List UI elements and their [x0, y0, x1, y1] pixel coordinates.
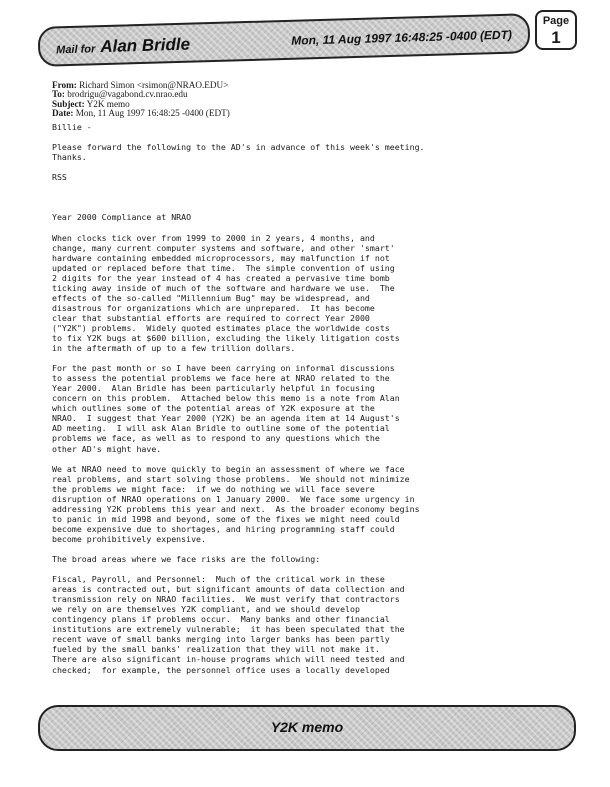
- memo-line: real problems, and start solving those problems. We should not minimize: [52, 473, 410, 484]
- memo-line: There are also significant in-house programs which will need tested and: [52, 654, 405, 665]
- memo-line: areas is contracted out, but significant amounts of data collection and: [52, 584, 405, 595]
- memo-line: Year 2000. Alan Bridle has been particularly helpful in focusing: [52, 383, 375, 394]
- memo-line: NRAO. I suggest that Year 2000 (Y2K) be an agenda item at 14 August's: [52, 413, 400, 424]
- memo-line: contingency plans if problems occur. Many banks and other financial: [52, 614, 390, 625]
- memo-line: [52, 353, 572, 363]
- memo-line: Please forward the following to the AD's in advance of this week's meeting.: [52, 142, 425, 153]
- memo-body: [52, 122, 572, 675]
- memo-line: fueled by the small banks' realization that they will not make it.: [52, 644, 380, 655]
- page-number-box: [535, 10, 577, 50]
- memo-line: transmission rely on NRAO facilities. We must verify that contractors: [52, 594, 400, 605]
- email-header-to: To: brodrigu@vagabond.cv.nrao.edu: [52, 89, 188, 100]
- memo-line: [52, 182, 572, 192]
- memo-line: we rely on are themselves Y2K compliant, and we should develop: [52, 604, 360, 615]
- email-headers: [52, 81, 552, 119]
- memo-line: RSS: [52, 172, 67, 183]
- memo-line: [52, 162, 572, 172]
- mail-for-label: Mail for Alan Bridle: [56, 34, 191, 57]
- memo-line: [52, 132, 572, 142]
- memo-line: ("Y2K") problems. Widely quoted estimates place the worldwide costs: [52, 322, 390, 333]
- email-header-from: From: Richard Simon <rsimon@NRAO.EDU>: [52, 80, 229, 90]
- memo-line: Fiscal, Payroll, and Personnel: Much of the critical work in these: [52, 574, 385, 585]
- memo-line: We at NRAO need to move quickly to begin an assessment of where we face: [52, 463, 405, 474]
- memo-line: in the aftermath of up to a few trillion dollars.: [52, 343, 296, 354]
- memo-line: 2 digits for the year instead of 4 has created a pervasive time bomb: [52, 272, 390, 283]
- memo-line: The broad areas where we face risks are the following:: [52, 554, 321, 565]
- memo-line: ticking away inside of much of the software and hardware we use. The: [52, 282, 395, 293]
- memo-line: [52, 202, 572, 212]
- memo-line: Thanks.: [52, 152, 87, 163]
- memo-line: clear that substantial efforts are required to correct Year 2000: [52, 312, 370, 323]
- memo-line: For the past month or so I have been carrying on informal discussions: [52, 363, 395, 374]
- memo-line: concern on this problem. Attached below this memo is a note from Alan: [52, 393, 400, 404]
- memo-line: become expensive due to shortages, and hiring programming staff could: [52, 523, 395, 534]
- email-header-date: Date: Mon, 11 Aug 1997 16:48:25 -0400 (EDT): [52, 108, 230, 119]
- memo-line: hardware containing embedded microprocessors, may malfunction if not: [52, 252, 390, 263]
- memo-line: When clocks tick over from 1999 to 2000 in 2 years, 4 months, and: [52, 232, 375, 243]
- memo-line: to fix Y2K bugs at $600 billion, excluding the likely litigation costs: [52, 332, 400, 343]
- memo-line: other AD's might have.: [52, 443, 162, 454]
- memo-line: [52, 454, 572, 464]
- memo-line: updated or replaced before that time. The simple convention of using: [52, 262, 395, 273]
- memo-line: [52, 564, 572, 574]
- memo-line: problems we face, as well as to respond to any questions which the: [52, 433, 380, 444]
- memo-line: Year 2000 Compliance at NRAO: [52, 212, 192, 223]
- memo-line: checked; for example, the personnel office uses a locally developed: [52, 664, 390, 675]
- header-banner: [38, 13, 531, 67]
- footer-banner: [38, 705, 576, 751]
- memo-line: [52, 544, 572, 554]
- memo-line: effects of the so-called "Millennium Bug" may be widespread, and: [52, 292, 370, 303]
- memo-line: recent wave of small banks merging into larger banks has been partly: [52, 634, 390, 645]
- page-number: 1: [551, 28, 561, 47]
- memo-line: Billie -: [52, 122, 92, 132]
- footer-title: Y2K memo: [270, 719, 344, 735]
- memo-line: institutions are extremely vulnerable; it has been speculated that the: [52, 624, 405, 635]
- memo-line: disastrous for organizations which are unprepared. It has become: [52, 302, 375, 313]
- memo-line: AD meeting. I will ask Alan Bridle to outline some of the potential: [52, 423, 390, 434]
- memo-line: the problems we might face: if we do nothing we will face severe: [52, 483, 375, 494]
- memo-line: to panic in mid 1998 and beyond, some of the fixes we might need could: [52, 513, 400, 524]
- memo-line: [52, 192, 572, 202]
- memo-line: become prohibitively expensive.: [52, 533, 206, 544]
- email-header-subject: Subject: Y2K memo: [52, 98, 130, 109]
- memo-line: to assess the potential problems we face here at NRAO related to the: [52, 373, 390, 384]
- recipient-name: Alan Bridle: [100, 34, 191, 57]
- memo-line: change, many current computer systems and software, and other 'smart': [52, 242, 395, 253]
- memo-line: [52, 222, 572, 232]
- page-label: Page: [542, 15, 570, 27]
- memo-line: addressing Y2K problems this year and next. As the broader economy begins: [52, 503, 420, 514]
- memo-line: disruption of NRAO operations on 1 January 2000. We face some urgency in: [52, 493, 415, 504]
- memo-line: which outlines some of the potential areas of Y2K exposure at the: [52, 403, 375, 414]
- header-date: Mon, 11 Aug 1997 16:48:25 -0400 (EDT): [291, 27, 513, 48]
